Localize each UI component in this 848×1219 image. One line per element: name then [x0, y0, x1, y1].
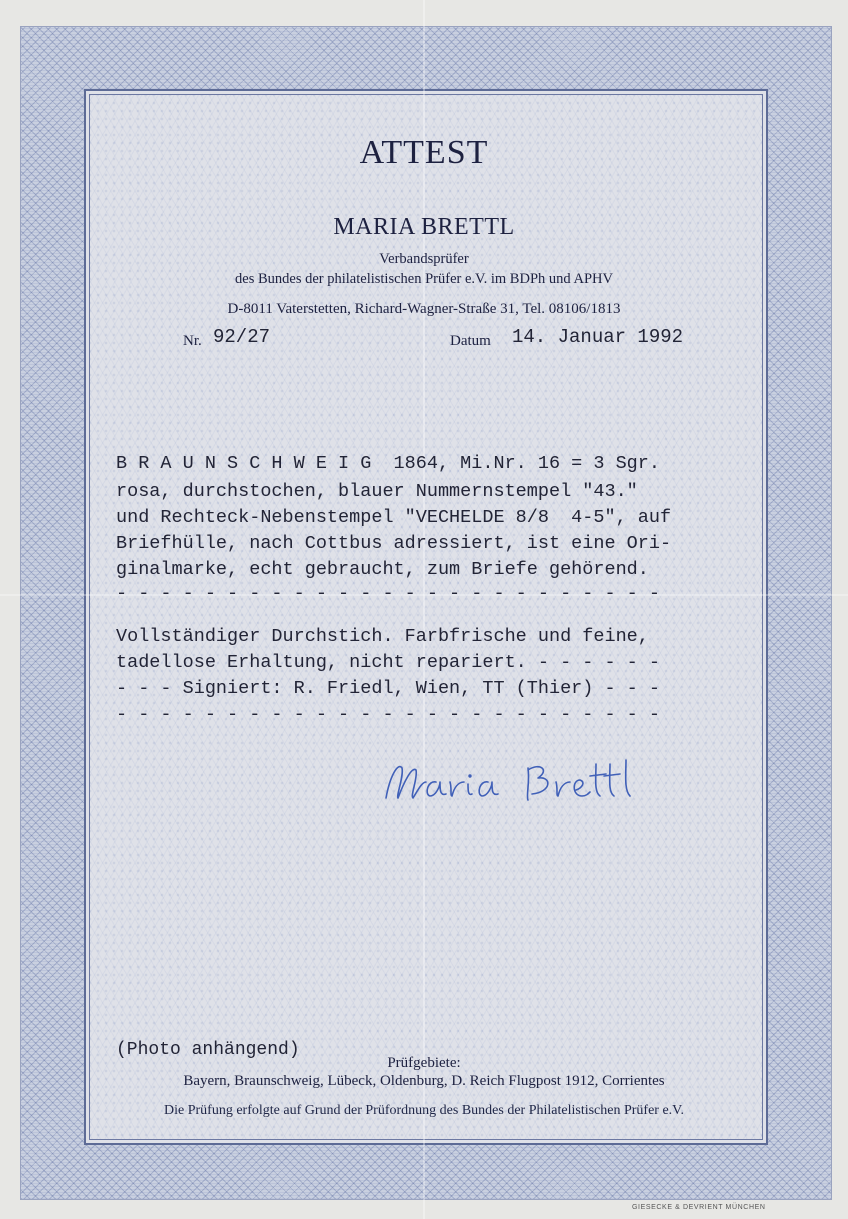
datum-value: 14. Januar 1992: [512, 326, 684, 348]
condition-separator: - - - - - - - - - - - - - - - - - - - - - - - - -: [116, 704, 660, 725]
nr-value: 92/27: [213, 326, 271, 348]
footer-note: Die Prüfung erfolgte auf Grund der Prüfordnung des Bundes der Philatelistischen Prüfer e.V.: [164, 1103, 684, 1118]
handwritten-signature: [380, 746, 640, 816]
pruefgebiete-label: Prüfgebiete:: [387, 1055, 461, 1071]
examiner-association: des Bundes der philatelistischen Prüfer e.V. im BDPh und APHV: [235, 271, 613, 287]
description-line: rosa, durchstochen, blauer Nummernstempel "43.": [116, 481, 638, 502]
certificate-title: ATTEST: [359, 134, 489, 171]
description-line: B R A U N S C H W E I G 1864, Mi.Nr. 16 = 3 Sgr.: [116, 453, 660, 474]
description-separator: - - - - - - - - - - - - - - - - - - - - - - - - -: [116, 583, 660, 604]
fold-line-vertical: [423, 0, 425, 1219]
examiner-role: Verbandsprüfer: [379, 251, 469, 267]
condition-line: tadellose Erhaltung, nicht repariert. - - - - - -: [116, 652, 660, 673]
datum-label: Datum: [450, 333, 491, 349]
examiner-address: D-8011 Vaterstetten, Richard-Wagner-Straße 31, Tel. 08106/1813: [227, 301, 621, 317]
pruefgebiete-list: Bayern, Braunschweig, Lübeck, Oldenburg, D. Reich Flugpost 1912, Corrientes: [183, 1073, 665, 1089]
condition-line: - - - Signiert: R. Friedl, Wien, TT (Thier) - - -: [116, 678, 660, 699]
photo-note: (Photo anhängend): [116, 1040, 300, 1060]
printer-mark: GIESECKE & DEVRIENT MÜNCHEN: [632, 1204, 766, 1211]
examiner-name: MARIA BRETTL: [333, 214, 515, 240]
condition-line: Vollständiger Durchstich. Farbfrische und feine,: [116, 626, 649, 647]
description-line: ginalmarke, echt gebraucht, zum Briefe gehörend.: [116, 559, 649, 580]
description-line: und Rechteck-Nebenstempel "VECHELDE 8/8 4-5", auf: [116, 507, 672, 528]
nr-label: Nr.: [183, 333, 202, 349]
certificate-panel: [84, 89, 768, 1145]
description-line: Briefhülle, nach Cottbus adressiert, ist eine Ori-: [116, 533, 672, 554]
